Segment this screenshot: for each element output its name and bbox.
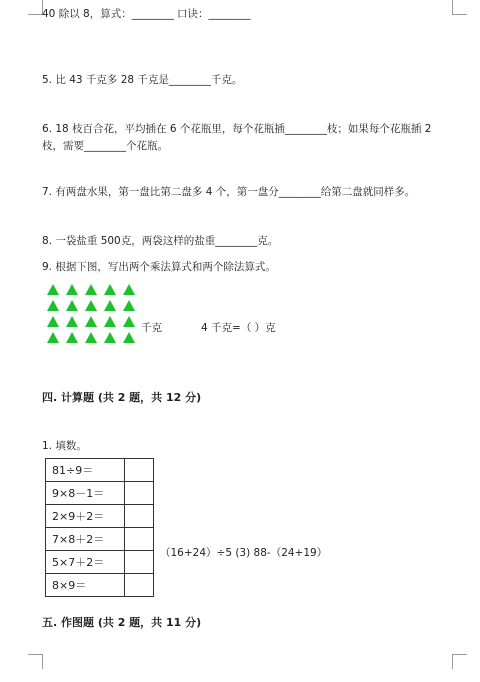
- table-expression: 7×8＋2＝: [46, 528, 125, 551]
- table-expression: 8×9＝: [46, 574, 125, 597]
- green-triangle-icon: [123, 332, 135, 343]
- table-row: [46, 528, 154, 551]
- question-5: 5. 比 43 千克多 28 千克是________千克。: [42, 74, 243, 86]
- green-triangle-icon: [85, 300, 97, 311]
- green-triangle-icon: [104, 316, 116, 327]
- table-expression: 2×9＋2＝: [46, 505, 125, 528]
- green-triangle-icon: [123, 300, 135, 311]
- triangle-row: [47, 327, 139, 343]
- crop-mark-top-left: [28, 0, 43, 15]
- table-row: [46, 482, 154, 505]
- table-expression: 5×7＋2＝: [46, 551, 125, 574]
- calc-question-1: 1. 填数。: [42, 440, 87, 452]
- green-triangle-icon: [85, 332, 97, 343]
- calc-side-expressions: （16+24）÷5 (3) 88-（24+19）: [160, 547, 328, 559]
- crop-mark-bottom-right: [452, 654, 467, 669]
- green-triangle-icon: [85, 284, 97, 295]
- table-answer-cell[interactable]: [125, 505, 154, 528]
- green-triangle-icon: [47, 300, 59, 311]
- table-row: [46, 574, 154, 597]
- green-triangle-icon: [104, 300, 116, 311]
- question-8: 8. 一袋盐重 500克，两袋这样的盐重________克。: [42, 235, 279, 247]
- green-triangle-icon: [66, 284, 78, 295]
- green-triangle-icon: [104, 284, 116, 295]
- green-triangle-icon: [85, 316, 97, 327]
- triangle-row: [47, 279, 139, 295]
- crop-mark-top-right: [452, 0, 467, 15]
- green-triangle-icon: [47, 332, 59, 343]
- table-row: [46, 505, 154, 528]
- green-triangle-icon: [66, 332, 78, 343]
- green-triangle-icon: [66, 300, 78, 311]
- question-7: 7. 有两盘水果，第一盘比第二盘多 4 个，第一盘分________给第二盘就同样多。: [42, 186, 416, 198]
- table-answer-cell[interactable]: [125, 574, 154, 597]
- triangle-row: [47, 295, 139, 311]
- section-4-heading: 四. 计算题 (共 2 题，共 12 分): [42, 391, 202, 404]
- green-triangle-icon: [47, 284, 59, 295]
- green-triangle-icon: [47, 316, 59, 327]
- fill-in-table: [45, 458, 154, 597]
- question-9-conversion: 4 千克=（ ）克: [201, 322, 276, 334]
- question-9-kg-label: 千克: [141, 322, 162, 334]
- crop-mark-bottom-left: [28, 654, 43, 669]
- section-5-heading: 五. 作图题 (共 2 题，共 11 分): [42, 616, 202, 629]
- green-triangle-icon: [104, 332, 116, 343]
- triangle-figure: [47, 279, 139, 343]
- table-expression: 9×8－1＝: [46, 482, 125, 505]
- question-9: 9. 根据下图，写出两个乘法算式和两个除法算式。: [42, 261, 276, 273]
- green-triangle-icon: [66, 316, 78, 327]
- table-answer-cell[interactable]: [125, 528, 154, 551]
- triangle-row: [47, 311, 139, 327]
- question-6-line2: 枝，需要________个花瓶。: [42, 140, 168, 152]
- table-answer-cell[interactable]: [125, 482, 154, 505]
- table-row: [46, 459, 154, 482]
- table-expression: 81÷9＝: [46, 459, 125, 482]
- green-triangle-icon: [123, 284, 135, 295]
- table-answer-cell[interactable]: [125, 459, 154, 482]
- table-row: [46, 551, 154, 574]
- green-triangle-icon: [123, 316, 135, 327]
- table-answer-cell[interactable]: [125, 551, 154, 574]
- question-divide: 40 除以 8，算式：________ 口诀：________: [42, 8, 251, 20]
- question-6-line1: 6. 18 枝百合花，平均插在 6 个花瓶里，每个花瓶插________枝；如果每个花瓶插 2: [42, 123, 432, 135]
